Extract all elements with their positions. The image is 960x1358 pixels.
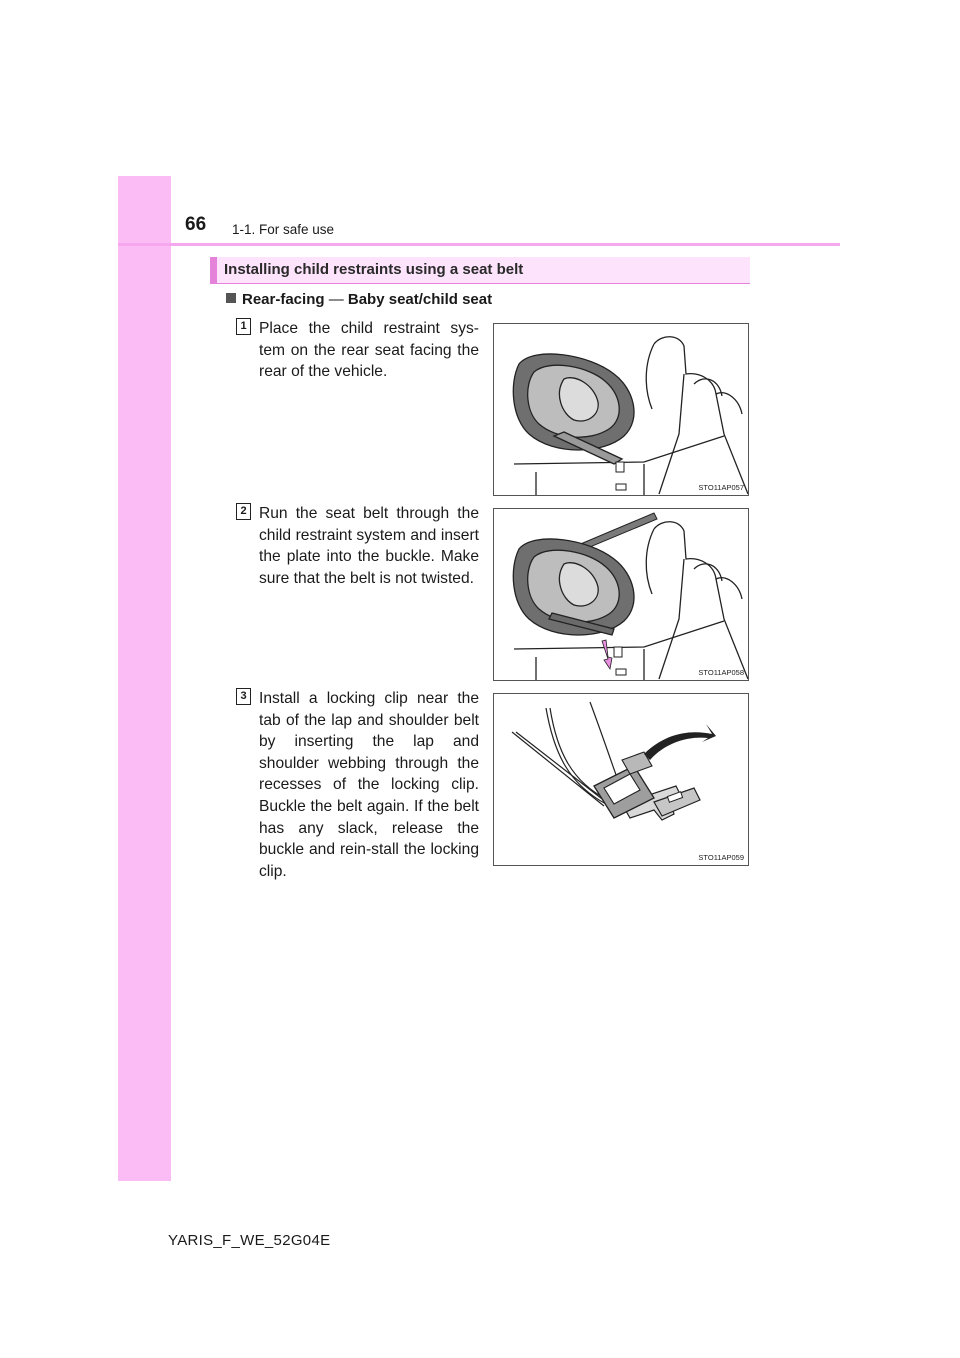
header-rule — [118, 243, 840, 246]
step-text: Run the seat belt through the child restraint system and insert the plate into the buckle. Make sure that the belt is not twisted. — [259, 505, 479, 587]
step-number-badge: 2 — [236, 503, 251, 520]
figure-locking-clip — [493, 693, 749, 866]
section-title-underline — [210, 283, 750, 284]
square-bullet-icon — [226, 293, 236, 303]
child-seat-on-rear-seat-icon — [494, 324, 748, 495]
figure-code: STO11AP057 — [698, 483, 744, 492]
seat-belt-through-child-seat-icon — [494, 509, 748, 680]
subheading — [226, 291, 492, 308]
step-text: Install a locking clip near the tab of the lap and shoulder belt by inserting the lap and shoulder webbing through the recesses of the locking clip. Buckle the belt again. If the belt has any slack, release the buckle and rein-stall the locking clip. — [259, 690, 479, 880]
step-number-badge: 1 — [236, 318, 251, 335]
model-code: YARIS_F_WE_52G04E — [168, 1232, 331, 1249]
side-tab — [118, 176, 171, 1181]
figure-seat-belt-through-child-seat — [493, 508, 749, 681]
subheading-rest: Baby seat/child seat — [347, 291, 493, 308]
section-title: Installing child restraints using a seat belt — [224, 261, 524, 278]
subheading-label: Rear-facing — [242, 291, 325, 308]
step-text: Place the child restraint sys-tem on the rear seat facing the rear of the vehicle. — [259, 320, 479, 381]
section-reference: 1-1. For safe use — [232, 222, 335, 237]
figure-code: STO11AP059 — [698, 853, 744, 862]
page-number: 66 — [185, 214, 207, 235]
locking-clip-icon — [494, 694, 748, 865]
figure-child-seat-on-rear-seat — [493, 323, 749, 496]
step-number-badge: 3 — [236, 688, 251, 705]
figure-code: STO11AP058 — [698, 668, 744, 677]
subheading-dash: — — [328, 291, 344, 308]
